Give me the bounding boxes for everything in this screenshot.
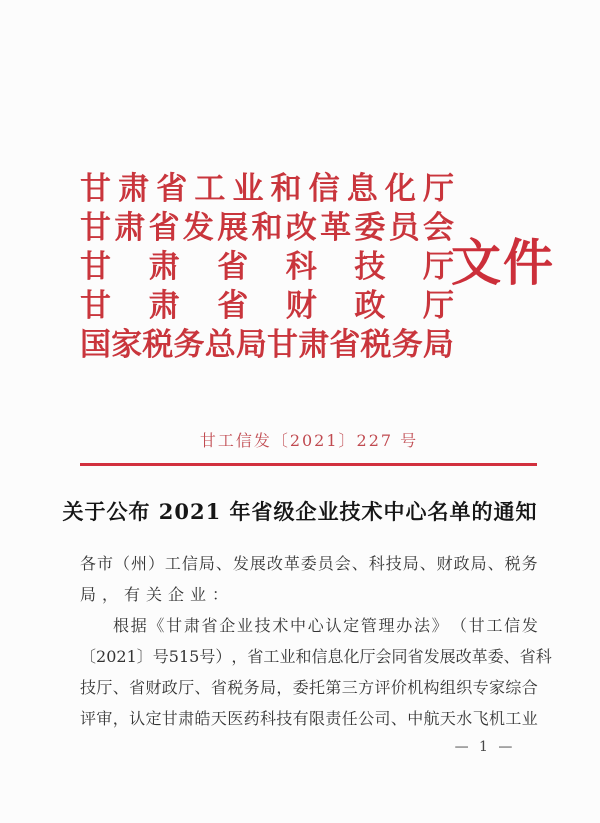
- agency-name-caizheng: 甘 肃 省 财 政 厅: [80, 288, 454, 324]
- body-line: 局，有关企业：: [80, 585, 235, 604]
- doc-type-label: 文件: [451, 233, 555, 292]
- agency-name-shuiwu: 国 家 税 务 总 局 甘 肃 省 税 务 局: [80, 327, 454, 363]
- body-line: 评 审 ， 认 定 甘 肃 皓 天 医 药 科 技 有 限 责 任 公 司 、 中 航 天 水 飞 机 工 业: [80, 709, 538, 728]
- body-line: 根 据 《 甘 肃 省 企 业 技 术 中 心 认 定 管 理 办 法 》 （ 甘 工 信 发: [113, 616, 538, 635]
- agency-name-keji: 甘 肃 省 科 技 厅: [80, 249, 454, 285]
- body-line: 各 市 （ 州 ） 工 信 局 、 发 展 改 革 委 员 会 、 科 技 局 、 财 政 局 、 税 务: [80, 554, 538, 573]
- letterhead-agency-list: [80, 170, 454, 365]
- red-separator-line: [80, 463, 537, 466]
- page-number: — 1 —: [454, 739, 516, 755]
- agency-name-fagai: 甘 肃 省 发 展 和 改 革 委 员 会: [80, 210, 454, 246]
- agency-name-gongxin: 甘 肃 省 工 业 和 信 息 化 厅: [80, 171, 454, 207]
- doc-number: 甘工信发〔2021〕227 号: [199, 431, 419, 450]
- body-line: 技 厅 、 省 财 政 厅 、 省 税 务 局 ， 委 托 第 三 方 评 价 机 构 组 织 专 家 综 合: [80, 678, 538, 697]
- body-line: 〔 2 0 2 1 〕 号 5 1 5 号 ） ， 省 工 业 和 信 息 化 厅 会 同 省 发 展 改 革 委 、 省 科: [80, 647, 552, 666]
- document-body: [80, 548, 552, 734]
- document-title: 关于公布 2021 年省级企业技术中心名单的通知: [62, 499, 538, 524]
